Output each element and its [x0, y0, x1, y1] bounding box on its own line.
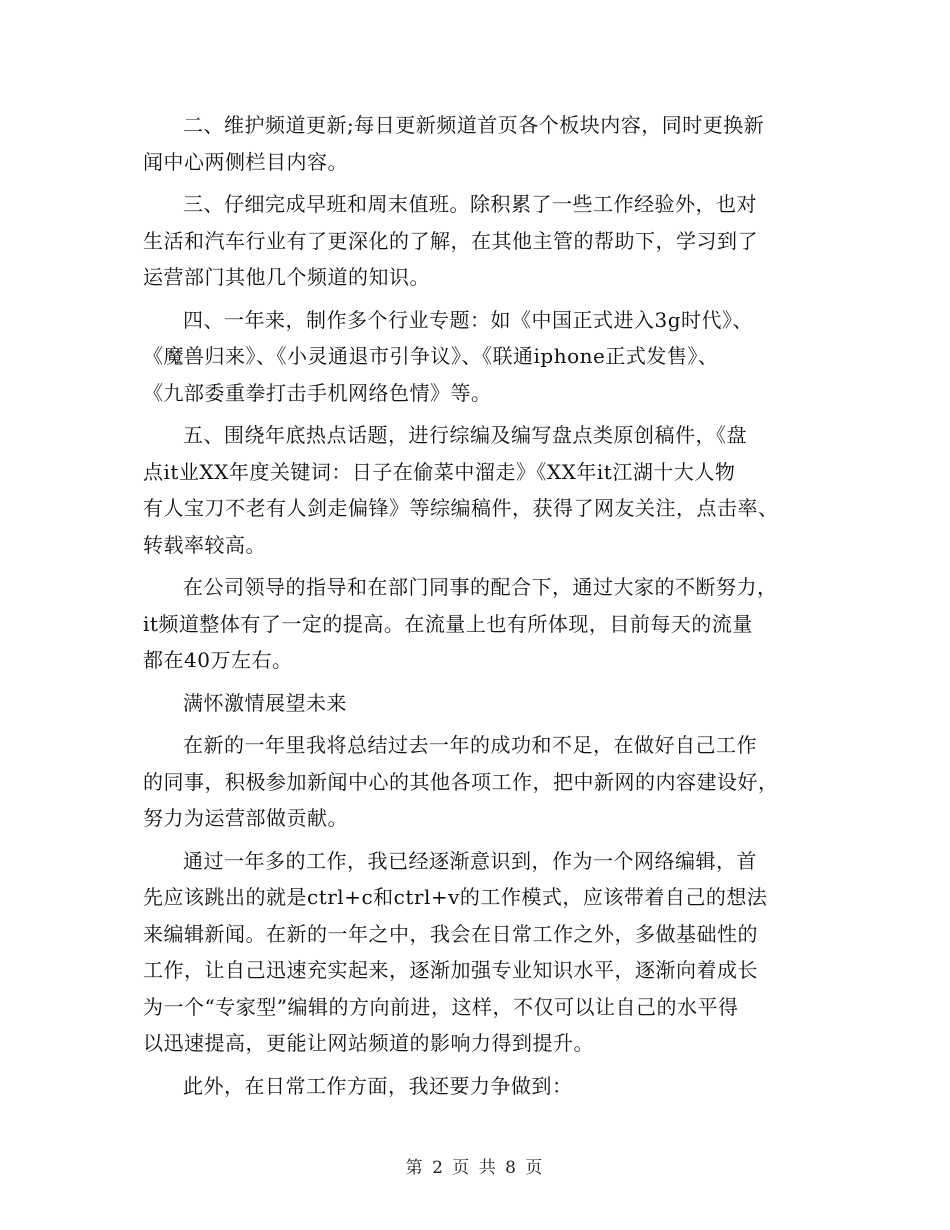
paragraph-line: 有人宝刀不老有人剑走偏锋》等综编稿件，获得了网友关注，点击率、	[143, 496, 779, 520]
paragraph-topics	[143, 302, 813, 412]
paragraph-line: 在公司领导的指导和在部门同事的配合下，通过大家的不断努力，	[183, 575, 778, 599]
paragraph-shifts	[143, 186, 813, 296]
paragraph-line: 通过一年多的工作，我已经逐渐意识到，作为一个网络编辑，首	[183, 848, 757, 873]
paragraph-line: 点it业XX年度关键词：日子在偷菜中溜走》《XX年it江湖十大人物	[143, 459, 736, 484]
paragraph-new-year	[143, 727, 813, 837]
paragraph-line: 都在40万左右。	[143, 648, 293, 672]
paragraph-line: 三、仔细完成早班和周末值班。除积累了一些工作经验外，也对	[183, 192, 757, 216]
section-heading	[143, 685, 813, 722]
paragraph-line: 的同事，积极参加新闻中心的其他各项工作，把中新网的内容建设好，	[143, 769, 779, 794]
paragraph-line: 闻中心两侧栏目内容。	[143, 149, 348, 174]
paragraph-line: 四、一年来，制作多个行业专题：如《中国正式进入3g时代》、	[183, 307, 754, 332]
paragraph-line: 以迅速提高，更能让网站频道的影响力得到提升。	[143, 1031, 594, 1055]
paragraph-line: 为一个“专家型”编辑的方向前进，这样，不仅可以让自己的水平得	[143, 994, 739, 1019]
heading-line: 满怀激情展望未来	[183, 690, 347, 715]
paragraph-traffic	[143, 569, 813, 679]
document-body	[143, 107, 813, 1110]
paragraph-line: 二、维护频道更新;每日更新频道首页各个板块内容，同时更换新	[183, 113, 765, 137]
paragraph-line: 工作，让自己迅速充实起来，逐渐加强专业知识水平，逐渐向着成长	[143, 958, 758, 982]
paragraph-reflection	[143, 843, 813, 1062]
paragraph-line: 在新的一年里我将总结过去一年的成功和不足，在做好自己工作	[183, 733, 757, 757]
paragraph-channel-update	[143, 107, 813, 180]
paragraph-line: 来编辑新闻。在新的一年之中，我会在日常工作之外，多做基础性的	[143, 921, 758, 946]
paragraph-line: 《九部委重拳打击手机网络色情》等。	[143, 380, 492, 405]
paragraph-line: 努力为运营部做贡献。	[143, 806, 348, 830]
paragraph-line: 运营部门其他几个频道的知识。	[143, 265, 430, 289]
paragraph-daily-work	[143, 1068, 813, 1105]
paragraph-year-end	[143, 417, 813, 563]
paragraph-line: 此外，在日常工作方面，我还要力争做到：	[183, 1073, 573, 1098]
paragraph-line: 《魔兽归来》、《小灵通退市引争议》、《联通iphone正式发售》、	[143, 344, 719, 368]
paragraph-line: it频道整体有了一定的提高。在流量上也有所体现，目前每天的流量	[143, 611, 753, 636]
page-number-footer: 第 2 页 共 8 页	[405, 1158, 545, 1178]
paragraph-line: 先应该跳出的就是ctrl+c和ctrl+v的工作模式，应该带着自己的想法	[143, 885, 768, 909]
paragraph-line: 转载率较高。	[143, 532, 266, 557]
paragraph-line: 生活和汽车行业有了更深化的了解，在其他主管的帮助下，学习到了	[143, 228, 758, 253]
paragraph-line: 五、围绕年底热点话题，进行综编及编写盘点类原创稿件，《盘	[183, 423, 747, 447]
